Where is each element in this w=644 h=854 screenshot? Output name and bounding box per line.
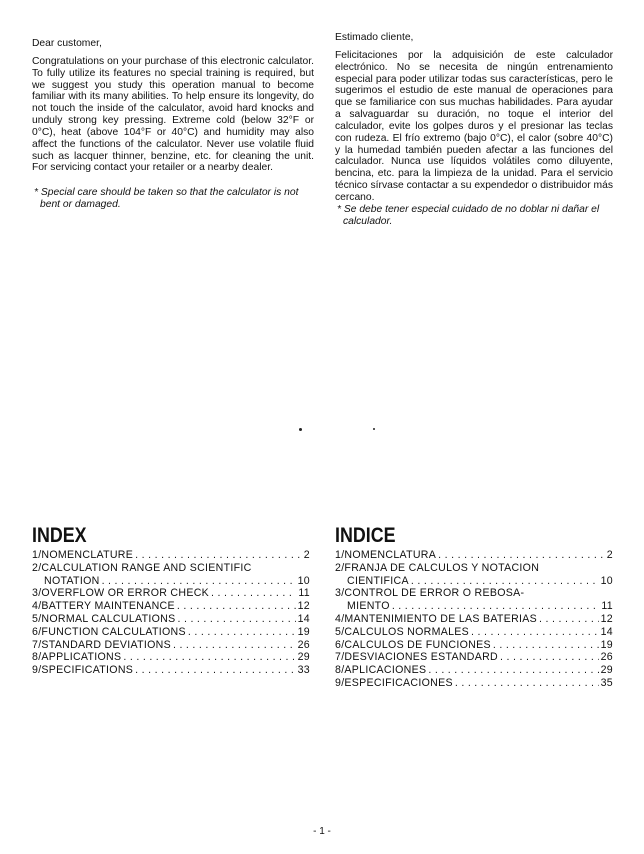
index-entry: 8/APLICACIONES . . . 29	[335, 664, 613, 677]
english-care-note: * Special care should be taken so that the calculator is not bent or damaged.	[34, 187, 299, 211]
index-entry: 2/CALCULATION RANGE AND SCIENTIFIC	[32, 561, 252, 574]
index-entry: 6/CALCULOS DE FUNCIONES . . . 19	[335, 639, 613, 652]
spanish-index	[335, 525, 613, 690]
index-entry: 4/MANTENIMIENTO DE LAS BATERIAS . . . 12	[335, 613, 613, 626]
spanish-greeting: Estimado cliente,	[335, 32, 414, 43]
stray-dot-mark	[373, 428, 375, 430]
english-letter-body: Congratulations on your purchase of this electronic calculator. To fully utilize its features no special training is required, but we suggest you study this operation manual to become familiar with its many abilities. To help ensure its longevity, do not touch the inside of the calculator, avoid hard knocks and unduly strong key pressing. Extreme cold (below 32°F or 0°C), heat (above 104°F or 40°C) and humidity may also affect the functions of the calculator. Never use volatile fluid such as lacquer thinner, benzine, etc. for cleaning the unit. For servicing contact your retailer or a nearby dealer.	[32, 55, 314, 174]
page-number: - 1 -	[313, 826, 331, 837]
english-letter	[32, 38, 314, 211]
index-entry: 7/STANDARD DEVIATIONS . . . 26	[32, 639, 310, 652]
index-entry: 3/OVERFLOW OR ERROR CHECK . . . 11	[32, 587, 310, 600]
index-entry: 9/SPECIFICATIONS . . . 33	[32, 664, 310, 677]
index-entry: 4/BATTERY MAINTENANCE . . . 12	[32, 600, 310, 613]
index-entry: MIENTO . . . 11	[335, 600, 613, 613]
index-entry: CIENTIFICA . . . 10	[335, 575, 613, 588]
spanish-care-note: * Se debe tener especial cuidado de no doblar ni dañar el calculador.	[337, 203, 600, 227]
index-entry: 3/CONTROL DE ERROR O REBOSA-	[335, 587, 525, 600]
spanish-letter	[335, 32, 613, 228]
index-entry: 6/FUNCTION CALCULATIONS . . . 19	[32, 626, 310, 639]
english-index	[32, 525, 310, 677]
spanish-index-list	[335, 549, 613, 690]
index-entry: 2/FRANJA DE CALCULOS Y NOTACION	[335, 561, 540, 574]
english-greeting: Dear customer,	[32, 38, 102, 49]
spanish-letter-body: Felicitaciones por la adquisición de este calculador electrónico. No se necesita de ningún entrenamiento especial para poder utilizar todas sus características, pero le sugerimos el estudio de este manual de operaciones para que se familiarice con sus muchas habilidades. Para ayudar a salvaguardar su duración, no toque el interior del calculador, evite los golpes duros y el presionar las teclas con rudeza. El frío extremo (bajo 0°C), el calor (sobre 40°C) y la humedad también pueden afectar a las funciones del calculador. Nunca use líquidos volátiles como diluyente, bencina, etc. para la limpieza de la unidad. Para el servicio técnico sírvase contactar a su expendedor o distribuidor más cercano.	[335, 49, 613, 203]
spanish-index-title: INDICE	[335, 524, 396, 547]
index-entry: 5/CALCULOS NORMALES . . . 14	[335, 626, 613, 639]
index-entry: 7/DESVIACIONES ESTANDARD . . . 26	[335, 651, 613, 664]
index-entry: 8/APPLICATIONS . . . 29	[32, 651, 310, 664]
index-entry: 1/NOMENCLATURE . . . 2	[32, 549, 310, 562]
english-index-list	[32, 549, 310, 677]
index-entry: 5/NORMAL CALCULATIONS . . . 14	[32, 613, 310, 626]
index-entry: 9/ESPECIFICACIONES . . . 35	[335, 677, 613, 690]
index-entry: NOTATION . . . 10	[32, 575, 310, 588]
english-index-title: INDEX	[32, 524, 87, 547]
stray-dot-mark	[299, 428, 302, 431]
index-entry: 1/NOMENCLATURA . . . 2	[335, 549, 613, 562]
